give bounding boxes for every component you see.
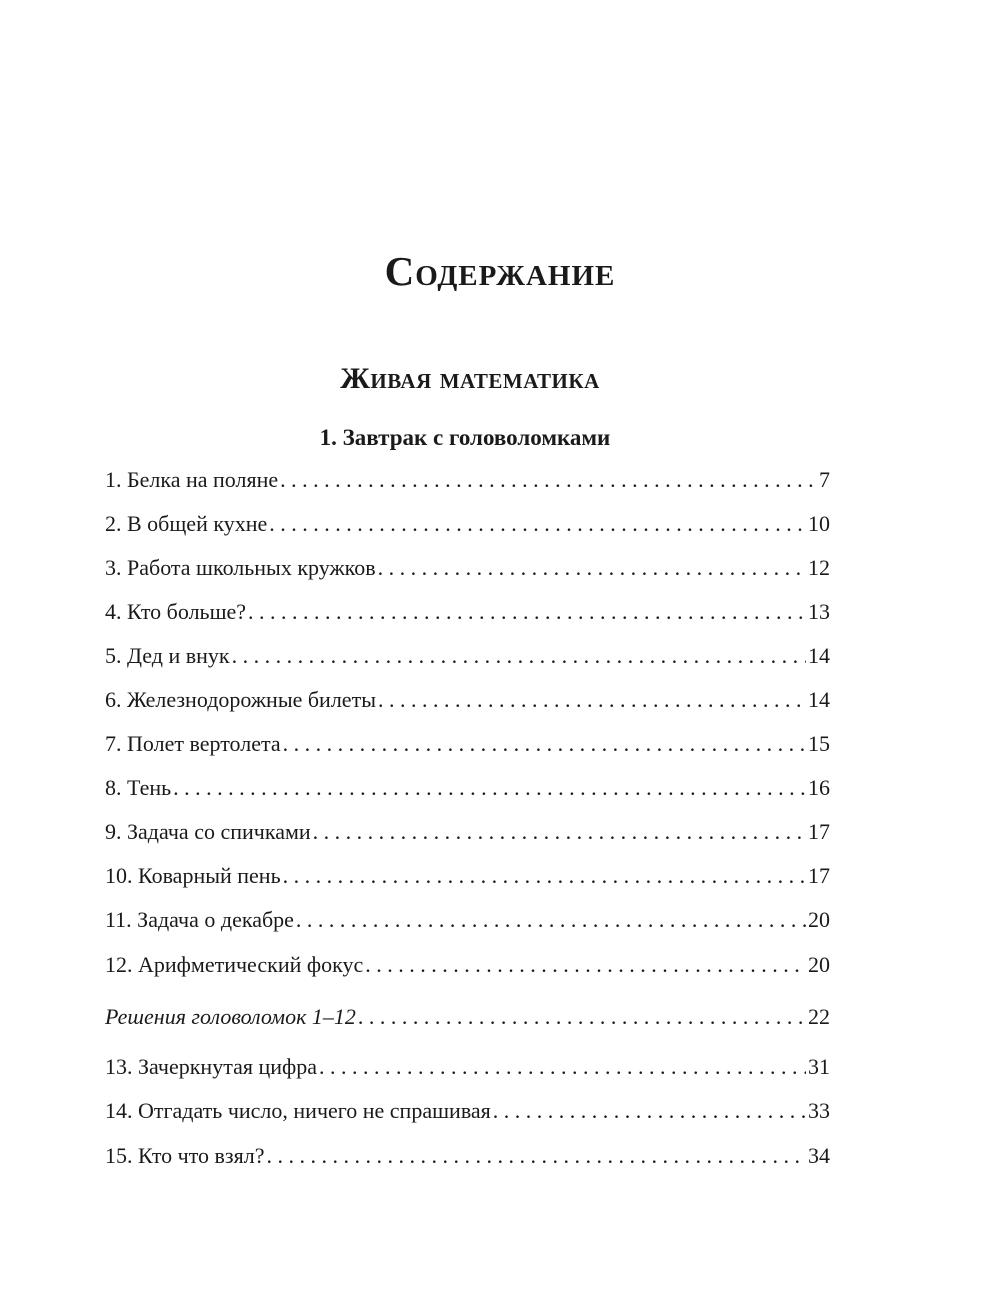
toc-entry[interactable]	[105, 771, 830, 805]
toc-entry-page: 17	[808, 819, 830, 844]
toc-entry-page: 31	[808, 1054, 830, 1079]
toc-leader-dots	[283, 859, 806, 893]
page-title: Содержание	[384, 248, 616, 294]
toc-entry[interactable]	[105, 815, 830, 849]
toc-leader-dots	[365, 948, 806, 982]
toc-entry-page: 10	[808, 511, 830, 536]
toc-entry-label: 7. Полет вертолета	[105, 731, 281, 756]
toc-leader-dots	[378, 551, 806, 585]
toc-entry-page: 13	[808, 599, 830, 624]
toc-entry-label: 10. Коварный пень	[105, 863, 281, 888]
toc-entry-solutions[interactable]	[105, 1000, 830, 1034]
toc-entry-label: 13. Зачеркнутая цифра	[105, 1054, 318, 1079]
toc-entry-page: 14	[808, 643, 830, 668]
toc-entry[interactable]	[105, 727, 830, 761]
toc-entry[interactable]	[105, 859, 830, 893]
toc-leader-dots	[493, 1094, 806, 1128]
toc-entry-page: 34	[808, 1143, 830, 1168]
toc-entry[interactable]	[105, 595, 830, 629]
toc-leader-dots	[173, 771, 806, 805]
toc-leader-dots	[269, 507, 806, 541]
toc-entry-page: 12	[808, 555, 830, 580]
toc-entry-label: 9. Задача со спичками	[105, 819, 311, 844]
toc-entry[interactable]	[105, 507, 830, 541]
toc-entry-label: 4. Кто больше?	[105, 599, 247, 624]
toc-leader-dots	[296, 903, 806, 937]
toc-entry[interactable]	[105, 1094, 830, 1128]
toc-entry-label: 6. Железнодорожные билеты	[105, 687, 376, 712]
toc-entry[interactable]	[105, 683, 830, 717]
toc-entry[interactable]	[105, 1139, 830, 1173]
toc-entry-label: Решения головоломок 1–12	[105, 1004, 356, 1029]
toc-entry-page: 7	[819, 467, 830, 492]
toc-entry-page: 15	[808, 731, 830, 756]
toc-leader-dots	[283, 727, 806, 761]
chapter-title: 1. Завтрак с головоломками	[319, 425, 611, 450]
toc-leader-dots	[248, 595, 806, 629]
toc-entry-label: 5. Дед и внук	[105, 643, 230, 668]
toc-leader-dots	[313, 815, 806, 849]
toc-leader-dots	[280, 463, 817, 497]
toc-entry-label: 8. Тень	[105, 775, 172, 800]
toc-entry-label: 11. Задача о декабре	[105, 907, 294, 932]
toc-leader-dots	[358, 1000, 806, 1034]
toc-entry[interactable]	[105, 948, 830, 982]
part-title: Живая математика	[340, 362, 600, 395]
toc-entry-label: 1. Белка на поляне	[105, 467, 279, 492]
toc-leader-dots	[378, 683, 806, 717]
toc-entry[interactable]	[105, 463, 830, 497]
toc-entry[interactable]	[105, 639, 830, 673]
toc-entry[interactable]	[105, 551, 830, 585]
toc-entry-page: 14	[808, 687, 830, 712]
toc-entry-page: 20	[808, 952, 830, 977]
toc-entry-label: 3. Работа школьных кружков	[105, 555, 376, 580]
toc-entry-page: 20	[808, 907, 830, 932]
toc-leader-dots	[319, 1050, 806, 1084]
toc-leader-dots	[232, 639, 806, 673]
toc-entry-page: 33	[808, 1098, 830, 1123]
toc-entry-label: 14. Отгадать число, ничего не спрашивая	[105, 1098, 491, 1123]
toc-entry-label: 15. Кто что взял?	[105, 1143, 265, 1168]
toc-entry[interactable]	[105, 1050, 830, 1084]
toc-entry[interactable]	[105, 903, 830, 937]
toc-leader-dots	[267, 1139, 807, 1173]
toc-entry-page: 16	[808, 775, 830, 800]
toc-entry-label: 2. В общей кухне	[105, 511, 268, 536]
toc-entry-page: 22	[808, 1004, 830, 1029]
toc-entry-label: 12. Арифметический фокус	[105, 952, 364, 977]
toc-entry-page: 17	[808, 863, 830, 888]
